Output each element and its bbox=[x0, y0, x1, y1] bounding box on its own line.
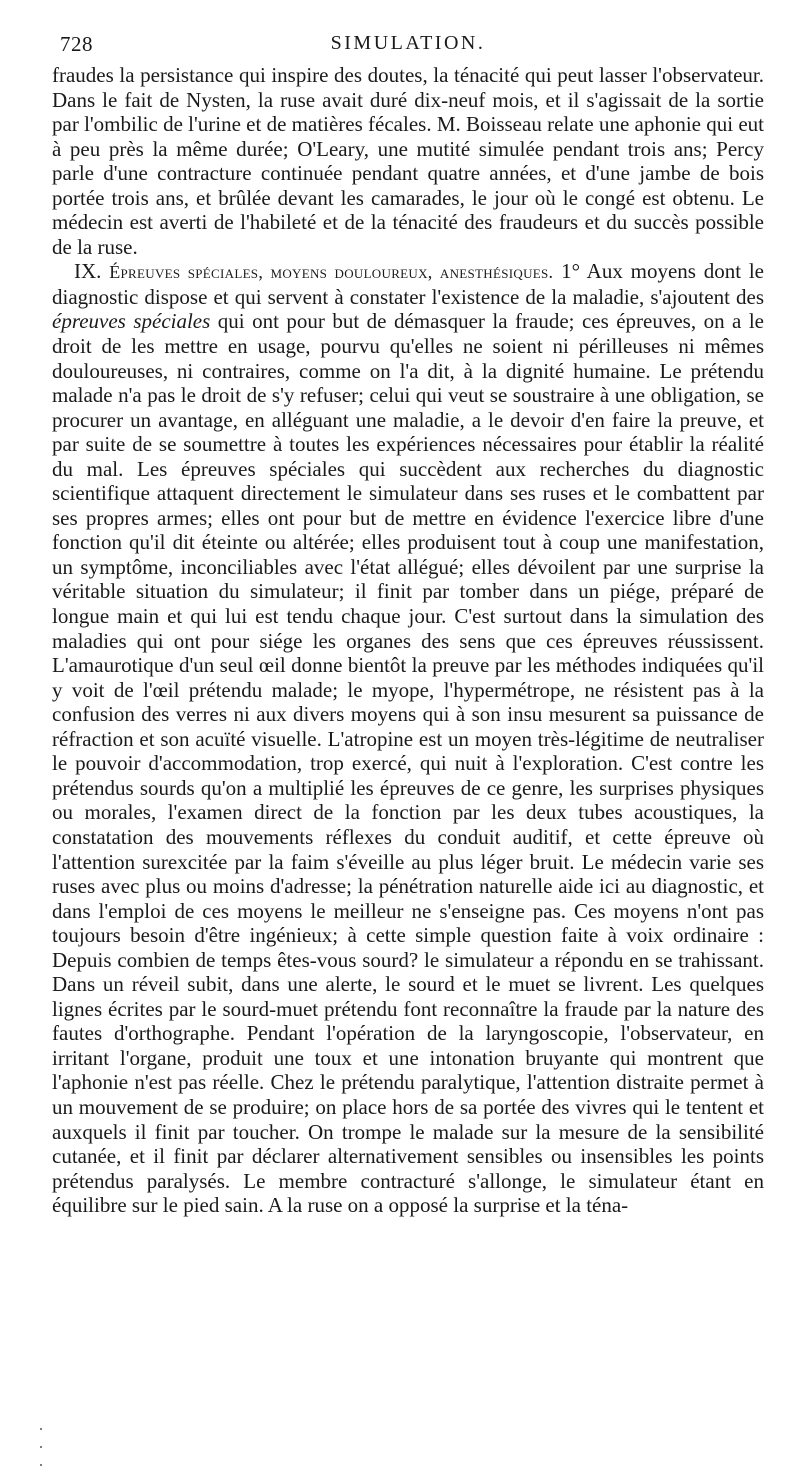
emphasized-term: épreuves spéciales bbox=[52, 309, 211, 334]
paragraph-section-ix bbox=[52, 259, 764, 1217]
page-header bbox=[52, 32, 764, 62]
paragraph-text-rest: qui ont pour but de démasquer la fraude; ces épreuves, on a le droit de les mettre en usage, pourvu qu'elles ne soient ni périlleuses ni mêmes douloureuses, ni contraires, comme on l'a dit, à la dignité humaine. Le prétendu malade n'a pas le droit de s'y refuser; celui qui veut se soustraire à une obligation, se procurer un avantage, en alléguant une maladie, a le devoir d'en faire la preuve, et par suite de se soumettre à toutes les expériences nécessaires pour établir la réalité du mal. Les épreuves spéciales qui succèdent aux recherches du diagnostic scientifique attaquent directement le simulateur dans ses ruses et le combattent par ses propres armes; elles ont pour but de mettre en évidence l'exercice libre d'une fonction qu'il dit éteinte ou altérée; elles produisent tout à coup une manifestation, un symptôme, inconciliables avec l'état allégué; elles dévoilent par une surprise la véritable situation du simulateur; il finit par tomber dans un piége, préparé de longue main et qui lui est tendu chaque jour. C'est surtout dans la simulation des maladies qui ont pour siége les organes des sens que ces épreuves réussissent. L'amaurotique d'un seul œil donne bientôt la preuve par les méthodes indiquées qu'il y voit de l'œil prétendu malade; le myope, l'hypermétrope, ne résistent pas à la confusion des verres ni aux divers moyens qui à son insu mesurent sa puissance de réfraction et son acuïté visuelle. L'atropine est un moyen très-légitime de neutraliser le pouvoir d'accommodation, trop exercé, qui nuit à l'exploration. C'est contre les prétendus sourds qu'on a multiplié les épreuves de ce genre, les surprises physiques ou morales, l'examen direct de la fonction par les deux tubes acoustiques, la constatation des mouvements réflexes du conduit auditif, et cette épreuve où l'attention surexcitée par la faim s'éveille au plus léger bruit. Le médecin varie ses ruses avec plus ou moins d'adresse; la pénétration naturelle aide ici au diagnostic, et dans l'emploi de ces moyens le meilleur ne s'enseigne pas. Ces moyens n'ont pas toujours besoin d'être ingénieux; à cette simple question faite à voix ordinaire : Depuis combien de temps êtes-vous sourd? le simulateur a répondu en se trahissant. Dans un réveil subit, dans une alerte, le sourd et le muet se livrent. Les quelques lignes écrites par le sourd-muet prétendu font reconnaître la fraude par la nature des fautes d'orthographe. Pendant l'opération de la laryngoscopie, l'observateur, en irritant l'organe, produit une toux et une intonation bruyante qui montrent que l'aphonie n'est pas réelle. Chez le prétendu paralytique, l'attention distraite permet à un mouvement de se produire; on place hors de sa portée des vivres qui le tentent et auxquels il finit par toucher. On trompe le malade sur la mesure de la sensibilité cutanée, et il finit par déclarer alternativement sensibles ou insensibles les points prétendus paralysés. Le membre contracturé s'allonge, le simulateur étant en équilibre sur le pied sain. A la ruse on a opposé la surprise et la téna- bbox=[52, 309, 764, 1218]
paragraph-continued: fraudes la persistance qui inspire des doutes, la ténacité qui peut lasser l'observateur. Dans le fait de Nysten, la ruse avait duré dix-neuf mois, et il s'agissait de la sortie par l'ombilic de l'urine et de matières fécales. M. Boisseau relate une aphonie qui eut à peu près la même durée; O'Leary, une mutité simulée pendant trois ans; Percy parle d'une contracture continuée pendant quatre années, et d'une jambe de bois portée trois ans, et brûlée devant les camarades, le jour où le congé est obtenu. Le médecin est averti de l'habileté et de la ténacité des fraudeurs et du succès possible de la ruse. bbox=[52, 63, 764, 259]
running-title: SIMULATION. bbox=[330, 32, 486, 54]
paragraph-text-start: 1° Aux moyens dont le diagnostic dispose et qui servent à constater l'existence de la maladie, s'ajoutent des bbox=[52, 259, 765, 309]
body-text bbox=[52, 63, 764, 1218]
page-edge-marks bbox=[40, 1428, 60, 1468]
page-number: 728 bbox=[60, 32, 93, 56]
section-number: IX. bbox=[74, 259, 102, 284]
section-heading: Épreuves spéciales, moyens douloureux, anesthésiques. bbox=[109, 262, 554, 283]
